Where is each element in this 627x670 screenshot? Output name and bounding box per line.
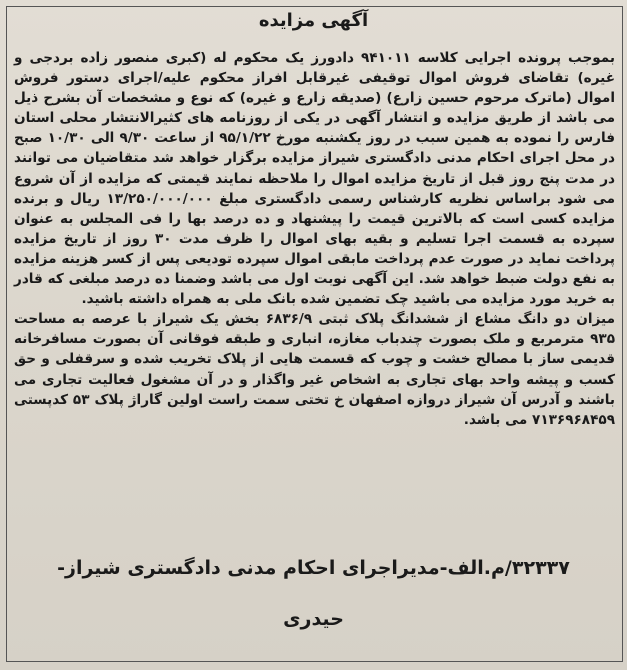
notice-paragraph-terms: بموجب پرونده اجرایی کلاسه ۹۴۱۰۱۱ دادورز یک محکوم له (کبری منصور زاده بردجی و غیره) تقاضای فروش اموال توقیفی غیرقابل افراز محکوم علیه/اجرای دستور فروش اموال (ماترک مرحوم حسین زارع) (صدیقه زارع و غیره) که نوع و مشخصات آن بشرح ذیل می باشد از طریق مزایده و انتشار آگهی در یکی از روزنامه های کثیرالانتشار محلی استان فارس را نموده به همین سبب در روز یکشنبه مورخ ۹۵/۱/۲۲ از ساعت ۹/۳۰ الی ۱۰/۳۰ صبح در محل اجرای احکام مدنی دادگستری شیراز مزایده برگزار خواهد شد متقاضیان می توانند در مدت پنج روز قبل از تاریخ مزایده اموال را ملاحظه نمایند قیمتی که مزایده از آن شروع می شود براساس نظریه کارشناس رسمی دادگستری مبلغ ۱۳/۲۵۰/۰۰۰/۰۰۰ ریال و برنده مزایده کسی است که بالاترین قیمت را پیشنهاد و ده درصد بها را فی المجلس به عنوان سپرده به قسمت اجرا تسلیم و بقیه بهای اموال را ظرف مدت ۳۰ روز از تاریخ مزایده پرداخت نماید در صورت عدم پرداخت مابقی اموال سپرده تودیعی پس از کسر هزینه مزایده به نفع دولت ضبط خواهد شد. این آگهی نوبت اول می باشد وضمنا ده درصد مبلغی که قادر به خرید مورد مزایده می باشید چک تضمین شده بانک ملی به همراه داشته باشید. [14,50,615,308]
notice-title: آگهی مزایده [258,10,369,31]
notice-body [14,48,615,430]
notice-signer-name: حیدری [283,608,344,630]
notice-reference-and-issuer: ۳۲۳۳۷/م.الف-مدیراجرای احکام مدنی دادگستری شیراز- [57,557,570,579]
notice-paragraph-property: میزان دو دانگ مشاع از ششدانگ پلاک ثبتی ۶۸۳۶/۹ بخش یک شیراز با عرصه به مساحت ۹۳۵ مترمربع و ملک بصورت چندباب مغازه، انباری و طبقه فوقانی آن بصورت مسافرخانه قدیمی ساز با مصالح خشت و چوب که قسمت هایی از پلاک تخریب شده و سرقفلی و حق کسب و پیشه واحد بهای تجاری به اشخاص غیر واگذار و در آن مشغول فعالیت تجاری می باشند و آدرس آن شیراز دروازه اصفهان خ تختی سمت راست اولین گاراژ پلاک ۵۳ کدپستی ۷۱۳۶۹۶۸۴۵۹ می باشد. [14,311,615,428]
